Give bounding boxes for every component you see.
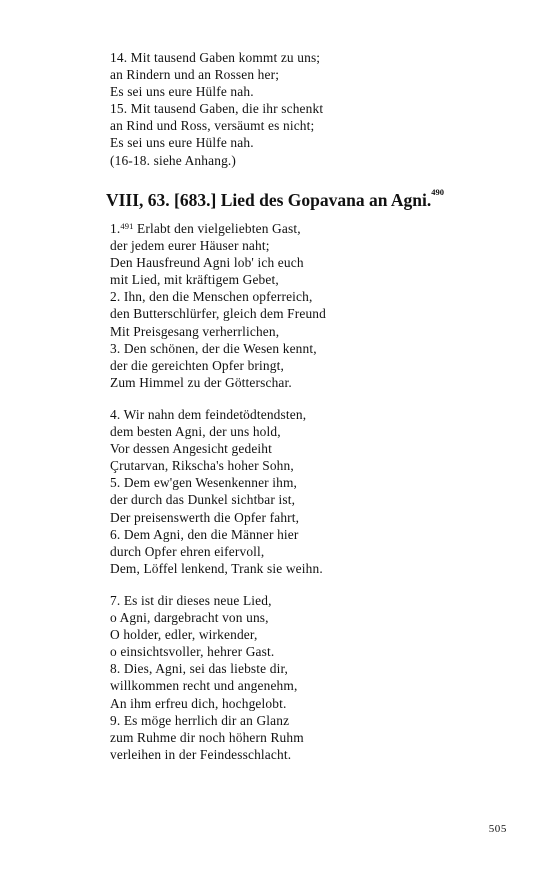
verse-line: Çrutarvan, Rikscha's hoher Sohn, xyxy=(110,458,294,474)
verse-footnote-marker: 491 xyxy=(120,221,134,231)
verse-line: 15. Mit tausend Gaben, die ihr schenkt xyxy=(110,101,324,117)
hymn-heading xyxy=(0,187,550,211)
verse-line: zum Ruhme dir noch höhern Ruhm xyxy=(110,729,304,745)
verse-line: Mit Preisgesang verherrlichen, xyxy=(110,323,280,339)
stanza-3 xyxy=(110,592,510,763)
verse-line: Es sei uns eure Hülfe nah. xyxy=(110,84,254,100)
verse-line: willkommen recht und angenehm, xyxy=(110,678,298,694)
verse-line: Zum Himmel zu der Götterschar. xyxy=(110,374,292,390)
verse-line: mit Lied, mit kräftigem Gebet, xyxy=(110,272,279,288)
verse-line: dem besten Agni, der uns hold, xyxy=(110,424,281,440)
verse-text: Erlabt den vielgeliebten Gast, xyxy=(133,221,301,236)
page-number: 505 xyxy=(488,823,507,835)
verse-line: der jedem eurer Häuser naht; xyxy=(110,238,270,254)
verse-line: o Agni, dargebracht von uns, xyxy=(110,610,269,626)
verse-line: o einsichtsvoller, hehrer Gast. xyxy=(110,644,275,660)
verse-line: 2. Ihn, den die Menschen opferreich, xyxy=(110,289,313,305)
verse-line: verleihen in der Feindesschlacht. xyxy=(110,746,292,762)
verse-line: den Butterschlürfer, gleich dem Freund xyxy=(110,306,327,322)
verse-line: 14. Mit tausend Gaben kommt zu uns; xyxy=(110,50,321,65)
verse-line: 4. Wir nahn dem feindetödtendsten, xyxy=(110,407,307,422)
verse-line: 7. Es ist dir dieses neue Lied, xyxy=(110,593,272,608)
heading-footnote-marker: 490 xyxy=(431,187,445,197)
verse-line: An ihm erfreu dich, hochgelobt. xyxy=(110,695,287,711)
hymn-title: VIII, 63. [683.] Lied des Gopavana an Agni. xyxy=(105,190,432,210)
verse-line: 9. Es möge herrlich dir an Glanz xyxy=(110,712,290,728)
verse-line: O holder, edler, wirkender, xyxy=(110,627,258,643)
stanza-1 xyxy=(110,220,510,391)
verse-line: an Rind und Ross, versäumt es nicht; xyxy=(110,118,315,134)
verse-line: Vor dessen Angesicht gedeiht xyxy=(110,441,273,457)
verse-line: Es sei uns eure Hülfe nah. xyxy=(110,135,254,151)
verse-line: Den Hausfreund Agni lob' ich euch xyxy=(110,255,304,271)
verse-line: an Rindern und an Rossen her; xyxy=(110,67,280,83)
verse-line: der die gereichten Opfer bringt, xyxy=(110,357,284,373)
verse-number: 1. xyxy=(110,221,121,236)
continuation-verses xyxy=(110,49,510,169)
stanza-2 xyxy=(110,406,510,577)
verse-line: der durch das Dunkel sichtbar ist, xyxy=(110,492,296,508)
verse-line: durch Opfer ehren eifervoll, xyxy=(110,543,265,559)
verse-line: Der preisenswerth die Opfer fahrt, xyxy=(110,509,300,525)
verse-line: Dem, Löffel lenkend, Trank sie weihn. xyxy=(110,560,323,576)
verse-line: 5. Dem ew'gen Wesenkenner ihm, xyxy=(110,475,298,491)
verse-line-first xyxy=(110,220,510,237)
verse-line: 6. Dem Agni, den die Männer hier xyxy=(110,526,299,542)
verse-line: 8. Dies, Agni, sei das liebste dir, xyxy=(110,661,289,677)
verse-line: 3. Den schönen, der die Wesen kennt, xyxy=(110,340,317,356)
verse-line: (16-18. siehe Anhang.) xyxy=(110,152,237,168)
